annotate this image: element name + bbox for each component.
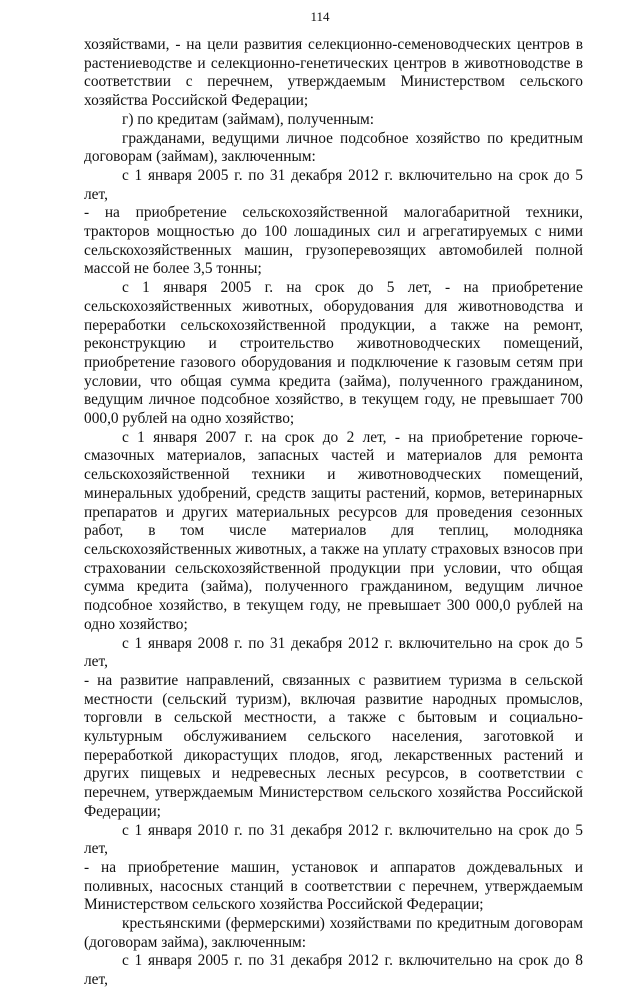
paragraph: - на приобретение машин, установок и аппаратов дождевальных и поливных, насосных станций в соответствии с перечнем, утверждаемым Министерством сельского хозяйства Российской Федерации; — [84, 858, 583, 914]
paragraph: г) по кредитам (займам), полученным: — [122, 110, 375, 128]
paragraph: с 1 января 2005 г. по 31 декабря 2012 г. включительно на срок до 5 лет, — [84, 166, 583, 203]
paragraph: гражданами, ведущими личное подсобное хозяйство по кредитным договорам (займам), заключенным: — [84, 129, 583, 166]
page-number: 114 — [310, 9, 330, 24]
paragraph: с 1 января 2007 г. на срок до 2 лет, - на приобретение горюче-смазочных материалов, запасных частей и материалов для ремонта сельскохозяйственной техники и животноводческих помещений, минеральных удобрений, средств защиты растений, кормов, ветеринарных препаратов и других материальных ресурсов для проведения сезонных работ, в том числе материалов для теплиц, молодняка сельскохозяйственных животных, а также на уплату страховых взносов при страховании сельскохозяйственной продукции при условии, что общая сумма кредита (займа), полученного гражданином, ведущим личное подсобное хозяйство, в текущем году, не превышает 300 000,0 рублей на одно хозяйство; — [84, 428, 583, 633]
document-body — [84, 36, 583, 990]
paragraph: крестьянскими (фермерскими) хозяйствами по кредитным договорам (договорам займа), заключенным: — [84, 915, 583, 951]
paragraph: хозяйствами, - на цели развития селекционно-семеноводческих центров в растениеводстве и селекционно-генетических центров в животноводстве в соответствии с перечнем, утверждаемым Министерством сельского хозяйства Российской Федерации; — [84, 36, 583, 110]
paragraph: с 1 января 2005 г. по 31 декабря 2012 г. включительно на срок до 8 лет, — [84, 952, 583, 989]
paragraph: с 1 января 2005 г. на срок до 5 лет, - на приобретение сельскохозяйственных животных, оборудования для животноводства и переработки сельскохозяйственной продукции, а также на ремонт, реконструкцию и строительство животноводческих помещений, приобретение газового оборудования и подключение к газовым сетям при условии, что общая сумма кредита (займа), полученного гражданином, ведущим личное подсобное хозяйство, в текущем году, не превышает 700 000,0 рублей на одно хозяйство; — [84, 279, 583, 428]
paragraph: - на развитие направлений, связанных с развитием туризма в сельской местности (сельский туризм), включая развитие народных промыслов, торговли в сельской местности, а также с бытовым и социально-культурным обслуживанием сельского населения, заготовкой и переработкой дикорастущих плодов, ягод, лекарственных растений и других пищевых и недревесных лесных ресурсов, в соответствии с перечнем, утверждаемым Министерством сельского хозяйства Российской Федерации; — [84, 671, 583, 820]
paragraph: с 1 января 2008 г. по 31 декабря 2012 г. включительно на срок до 5 лет, — [84, 634, 583, 671]
paragraph: - на приобретение сельскохозяйственной малогабаритной техники, тракторов мощностью до 100 лошадиных сил и агрегатируемых с ними сельскохозяйственных машин, грузоперевозящих автомобилей полной массой не более 3,5 тонны; — [84, 204, 583, 278]
paragraph: с 1 января 2010 г. по 31 декабря 2012 г. включительно на срок до 5 лет, — [84, 821, 583, 858]
